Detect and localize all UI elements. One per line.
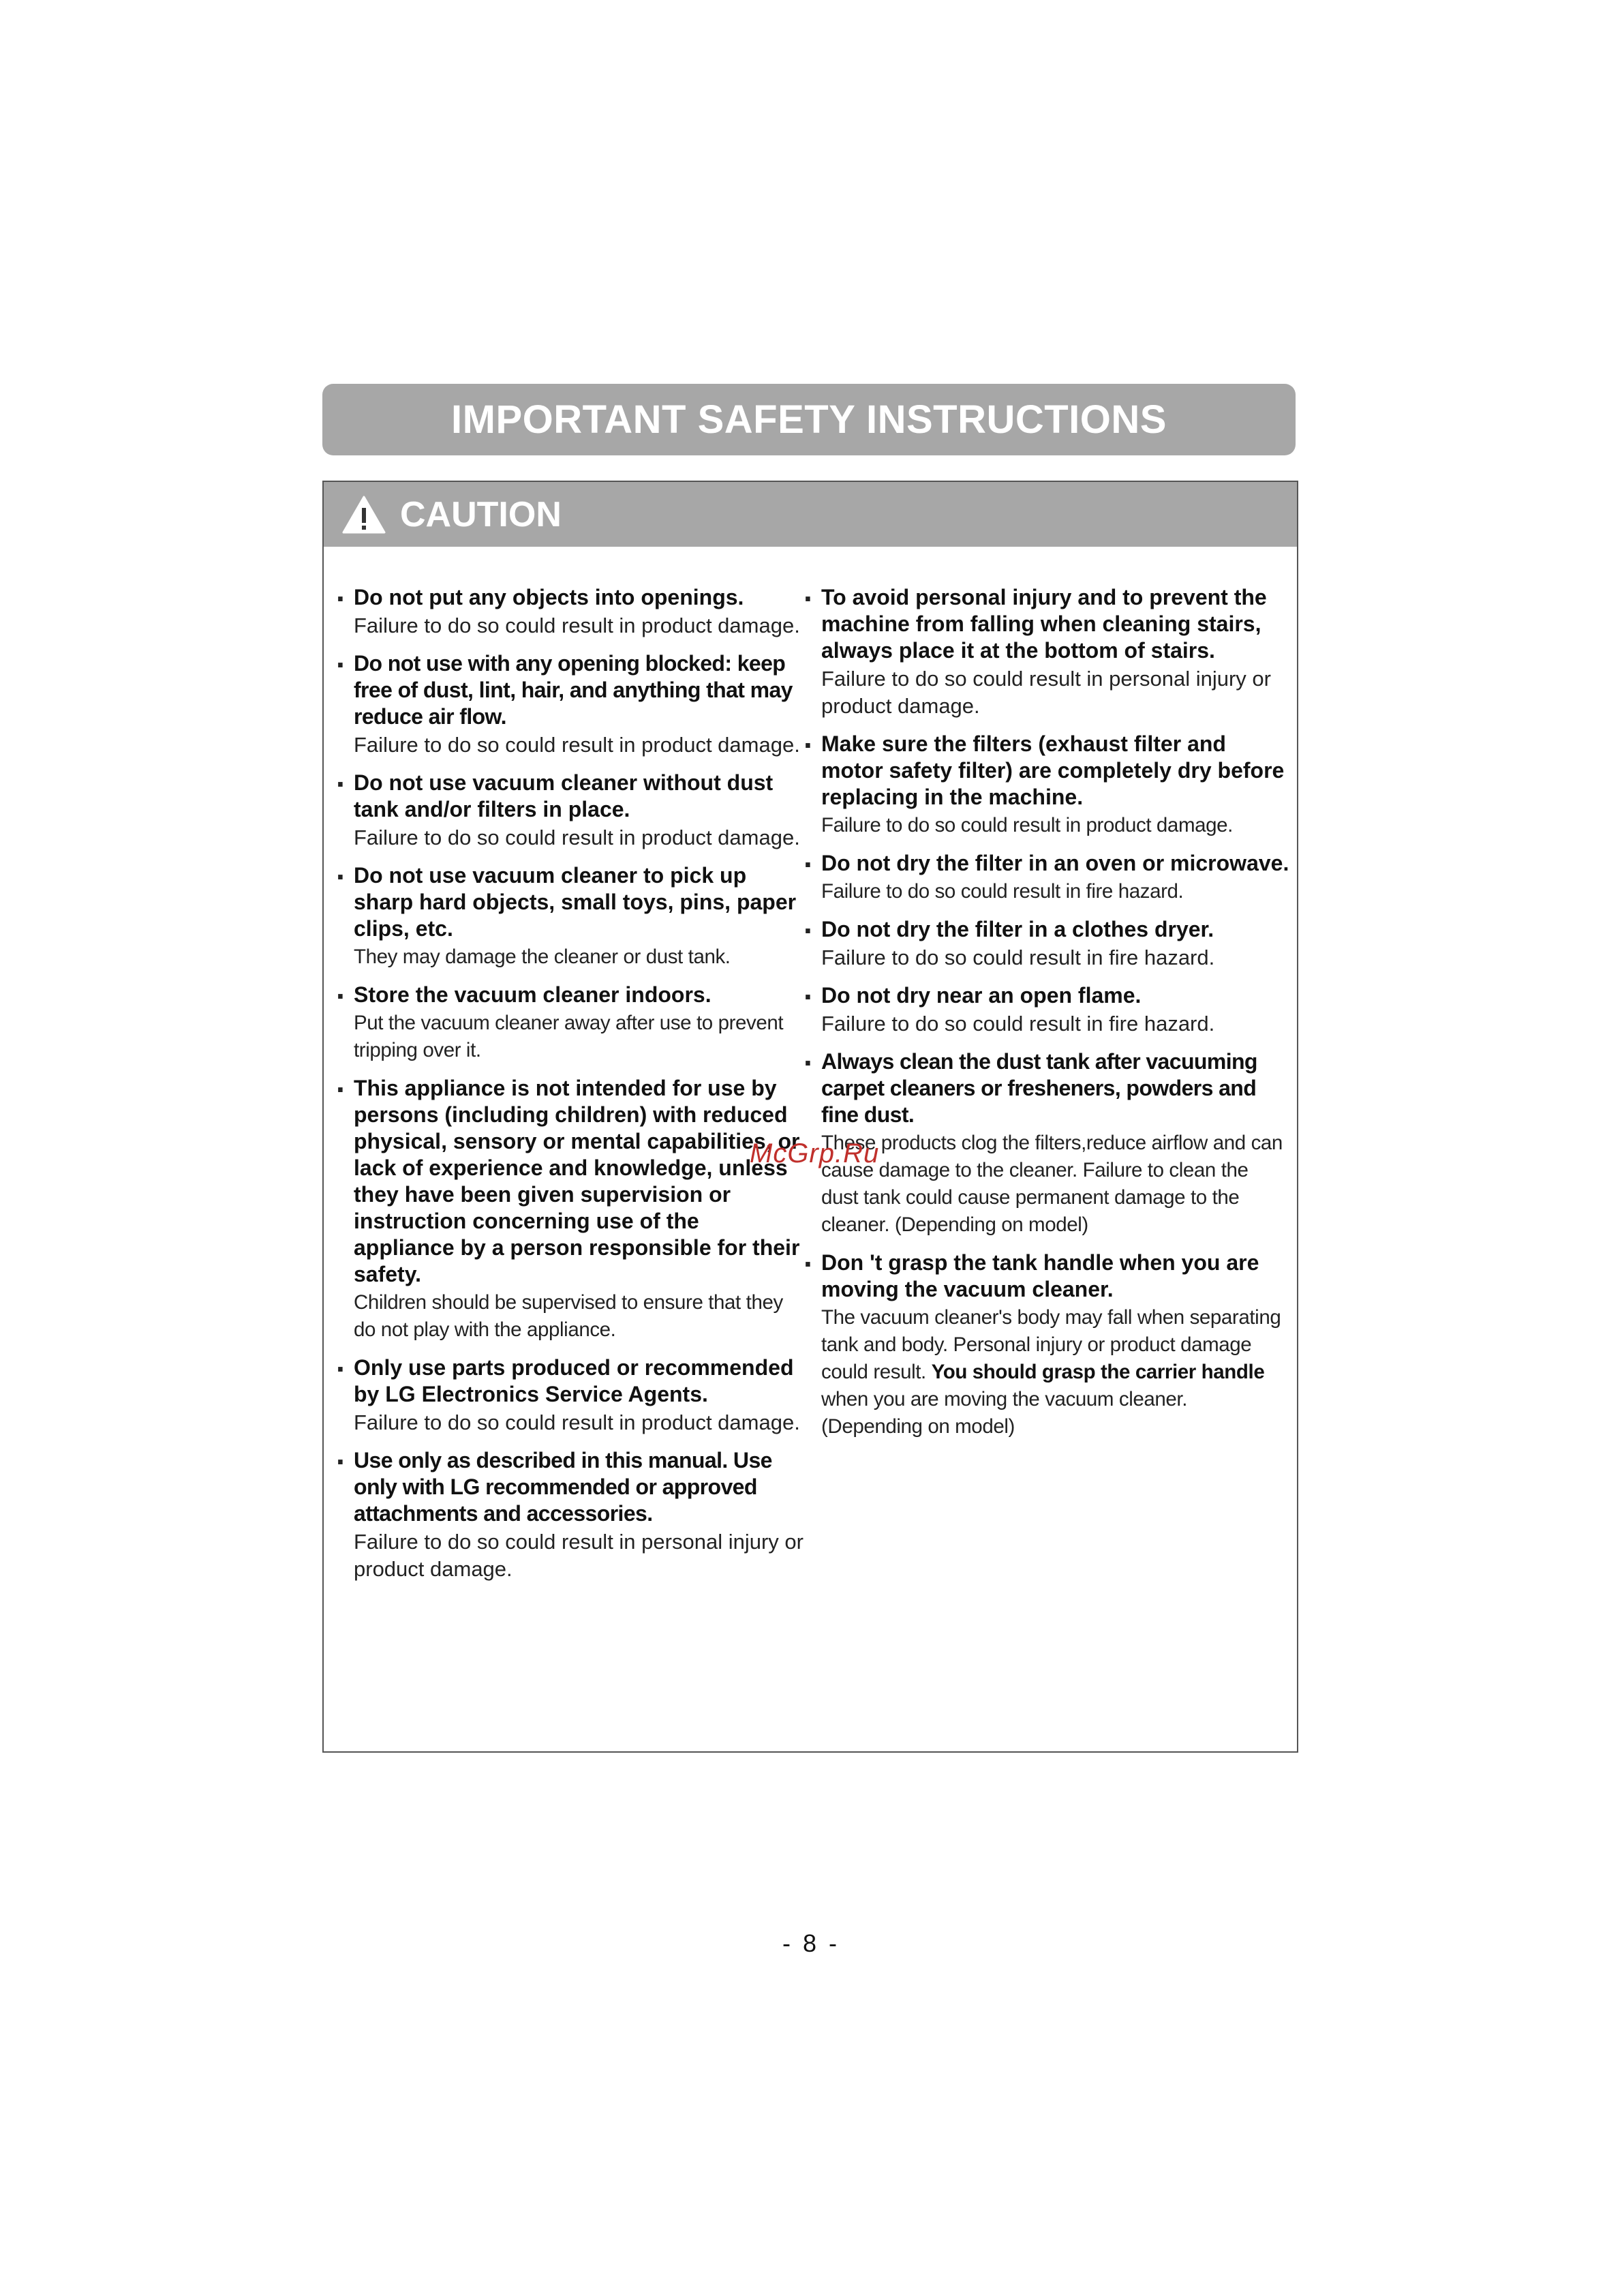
- warning-triangle-icon: [341, 495, 386, 534]
- watermark: McGrp.Ru: [750, 1138, 880, 1168]
- item-title: · Only use parts produced or recommended by LG Electronics Service Agents.: [354, 1355, 794, 1406]
- item-title: · Do not dry near an open flame.: [821, 983, 1142, 1008]
- item-title: · This appliance is not intended for use by persons (including children) with reduced physical, sensory or mental capabilities, or lack of experience and knowledge, unless they have been given supervision or instruction concerning use of the appliance by a person responsible for their safety.: [354, 1076, 800, 1286]
- item-title: · Store the vacuum cleaner indoors.: [354, 982, 711, 1007]
- list-item: [332, 982, 804, 1064]
- item-desc: [821, 1304, 1290, 1440]
- item-desc-part: The vacuum cleaner's body may fall when separating tank and body. Personal injury or product damage could result.: [821, 1306, 1281, 1383]
- item-desc: Failure to do so could result in product damage.: [821, 814, 1233, 836]
- item-desc: Failure to do so could result in fire hazard.: [821, 1012, 1215, 1036]
- caution-bar: [324, 482, 1297, 547]
- item-title: · Do not dry the filter in an oven or microwave.: [821, 851, 1289, 875]
- item-title: · Don 't grasp the tank handle when you are moving the vacuum cleaner.: [821, 1250, 1259, 1301]
- item-desc-part: when you are moving the vacuum cleaner. (Depending on model): [821, 1388, 1188, 1438]
- list-item: [799, 1250, 1290, 1440]
- item-desc: Failure to do so could result in product damage.: [354, 614, 800, 637]
- item-desc: Failure to do so could result in fire hazard.: [821, 946, 1215, 969]
- item-desc: Put the vacuum cleaner away after use to prevent tripping over it.: [354, 1012, 784, 1061]
- item-desc: These products clog the filters,reduce airflow and can cause damage to the cleaner. Failure to clean the dust tank could cause permanent damage to the cleaner. (Depending on model): [821, 1132, 1283, 1236]
- item-desc: Failure to do so could result in product damage.: [354, 733, 800, 757]
- item-title: · Always clean the dust tank after vacuuming carpet cleaners or fresheners, powders and fine dust.: [821, 1049, 1257, 1127]
- item-desc: Failure to do so could result in personal injury or product damage.: [354, 1530, 804, 1581]
- item-desc: Failure to do so could result in personal injury or product damage.: [821, 667, 1271, 718]
- caution-label: CAUTION: [400, 494, 562, 534]
- item-title: · Use only as described in this manual. Use only with LG recommended or approved attachments and accessories.: [354, 1448, 772, 1526]
- list-item: [332, 770, 804, 851]
- list-item: [799, 731, 1290, 839]
- left-column: [332, 584, 804, 1594]
- item-desc: Children should be supervised to ensure that they do not play with the appliance.: [354, 1291, 783, 1341]
- list-item: [799, 916, 1290, 971]
- right-column: [799, 584, 1290, 1451]
- list-item: [799, 982, 1290, 1038]
- page-number: - 8 -: [782, 1929, 840, 1957]
- list-item: [799, 584, 1290, 720]
- item-title: · Do not use with any opening blocked: keep free of dust, lint, hair, and anything that may reduce air flow.: [354, 651, 793, 729]
- page-header: [322, 384, 1296, 455]
- item-title: · Do not put any objects into openings.: [354, 585, 744, 609]
- item-title: · Make sure the filters (exhaust filter and motor safety filter) are completely dry before replacing in the machine.: [821, 731, 1285, 809]
- item-desc-emphasis: You should grasp the carrier handle: [931, 1361, 1265, 1383]
- list-item: [799, 850, 1290, 905]
- list-item: [332, 1075, 804, 1344]
- item-desc: Failure to do so could result in product damage.: [354, 826, 800, 849]
- list-item: [332, 584, 804, 639]
- item-desc: Failure to do so could result in fire hazard.: [821, 880, 1184, 903]
- caution-box: [322, 481, 1298, 1753]
- list-item: [332, 1447, 804, 1583]
- item-title: · Do not use vacuum cleaner to pick up sharp hard objects, small toys, pins, paper clips, etc.: [354, 863, 797, 941]
- page-title: IMPORTANT SAFETY INSTRUCTIONS: [451, 397, 1167, 442]
- item-desc: They may damage the cleaner or dust tank.: [354, 946, 731, 968]
- item-desc: Failure to do so could result in product damage.: [354, 1410, 800, 1434]
- list-item: [332, 1355, 804, 1436]
- item-title: · Do not dry the filter in a clothes dryer.: [821, 917, 1214, 941]
- item-title: · To avoid personal injury and to prevent the machine from falling when cleaning stairs, always place it at the bottom of stairs.: [821, 585, 1267, 663]
- list-item: [332, 650, 804, 759]
- item-title: · Do not use vacuum cleaner without dust tank and/or filters in place.: [354, 770, 774, 821]
- list-item: [332, 862, 804, 971]
